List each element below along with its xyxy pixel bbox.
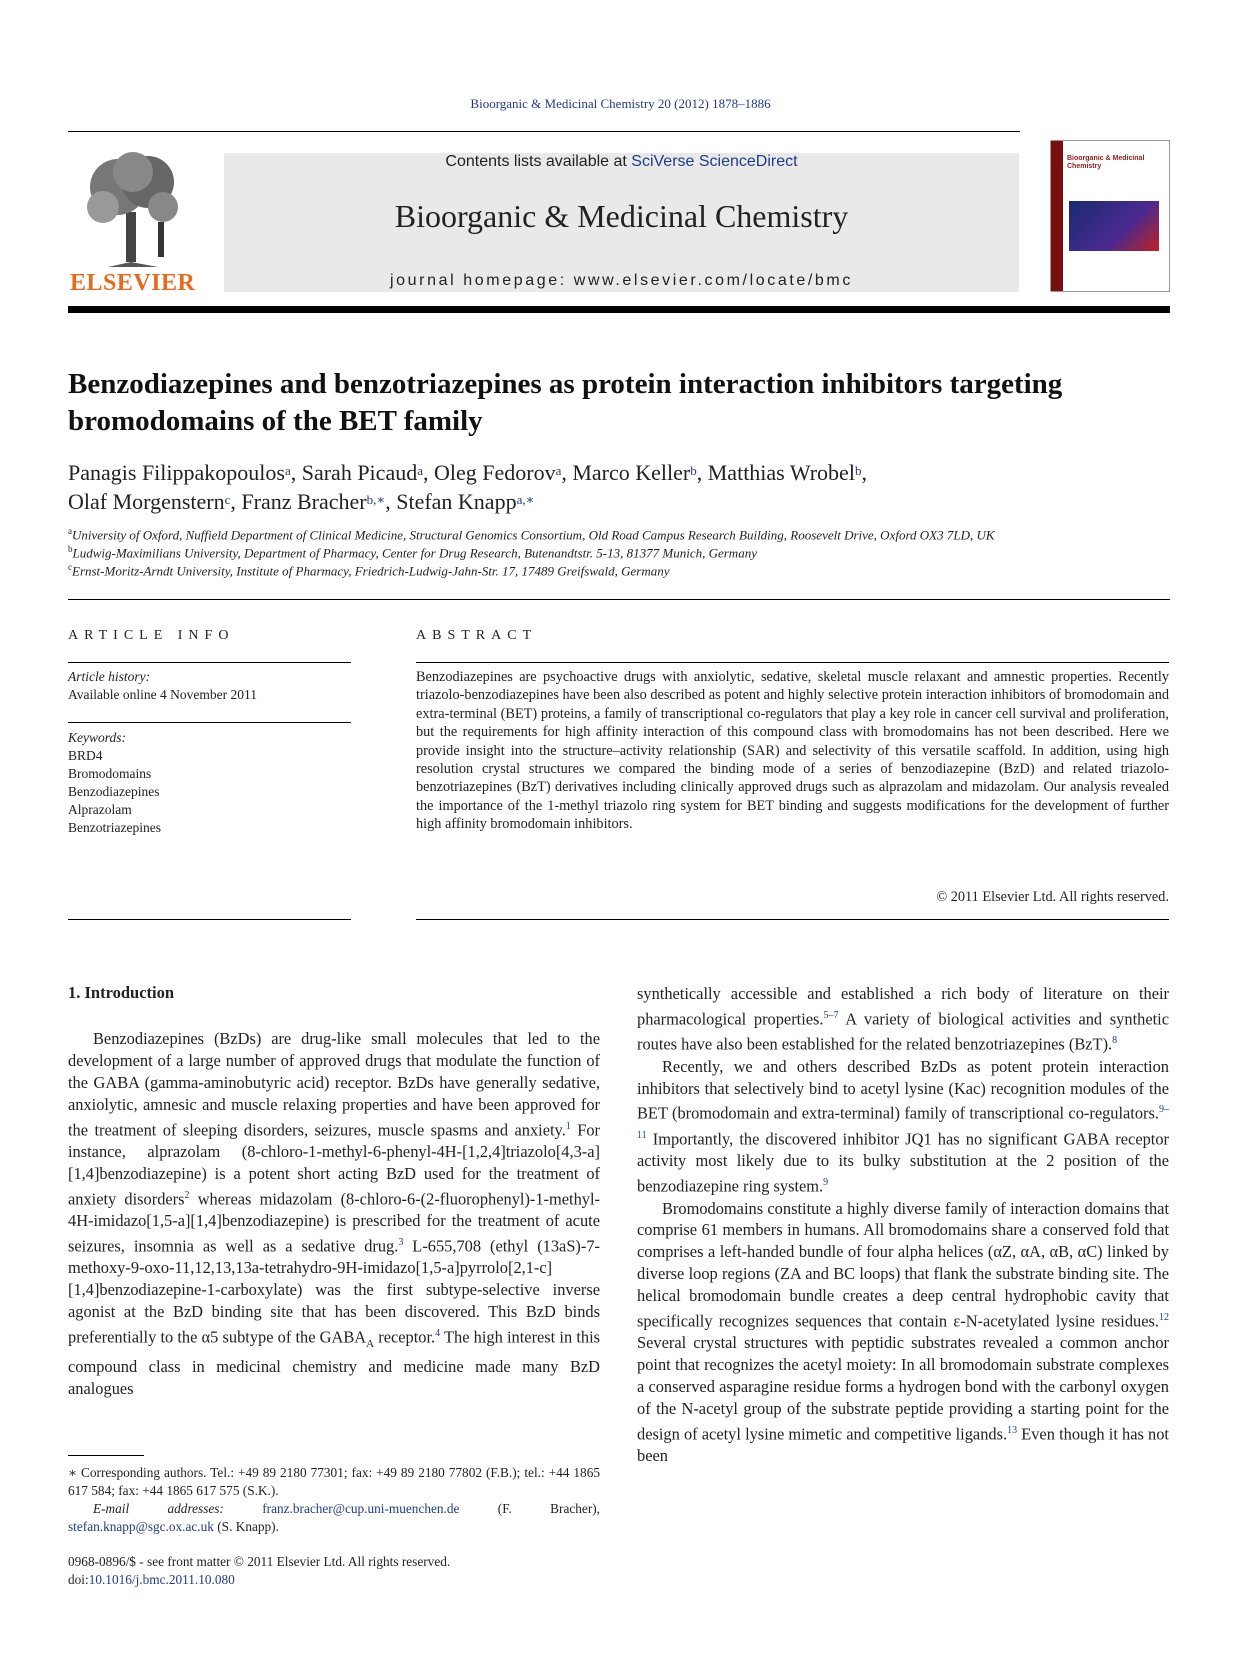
keywords-label: Keywords: <box>68 730 126 745</box>
citation-ref[interactable]: 3 <box>398 1237 404 1249</box>
citation-ref[interactable]: 9–11 <box>637 1104 1169 1141</box>
citation-ref[interactable]: 12 <box>1159 1312 1169 1324</box>
email-link-bracher[interactable]: franz.bracher@cup.uni-muenchen.de <box>262 1501 460 1516</box>
abstract-copyright: © 2011 Elsevier Ltd. All rights reserved. <box>936 889 1169 905</box>
history-label: Article history: <box>68 669 151 684</box>
doi-line: doi:10.1016/j.bmc.2011.10.080 <box>68 1572 235 1587</box>
affiliation-b: $^b$Ludwig-Maximilians University, Department of Pharmacy, Center for Drug Research, Butenandtstr. 5-13, 81377 Munich, Germany <box>68 544 757 561</box>
section-heading-introduction: 1. Introduction <box>68 983 175 1002</box>
elsevier-wordmark: ELSEVIER <box>70 270 196 296</box>
info-rule-bottom <box>68 919 351 920</box>
citation-ref[interactable]: 8 <box>1112 1035 1118 1047</box>
keyword: Benzotriazepines <box>68 820 161 835</box>
contents-line <box>224 153 1019 171</box>
abstract-rule-top <box>416 662 1169 663</box>
keyword: Benzodiazepines <box>68 784 160 799</box>
journal-name: Bioorganic & Medicinal Chemistry <box>394 198 849 234</box>
article-info-heading: ARTICLE INFO <box>68 628 235 643</box>
author-2[interactable]: Sarah Picaud$^a$, <box>301 460 434 485</box>
affiliation-c: $^c$Ernst-Moritz-Arndt University, Institute of Pharmacy, Friedrich-Ludwig-Jahn-Str. 17, 17489 Greifswald, Germany <box>68 562 670 579</box>
article-history <box>68 668 348 704</box>
affiliation-rule <box>68 599 1170 600</box>
journal-homepage-link[interactable]: journal homepage: www.elsevier.com/locate/bmc <box>390 272 853 289</box>
body-column-right <box>637 983 1169 1467</box>
citation-ref[interactable]: 5–7 <box>823 1009 839 1021</box>
paragraph: Benzodiazepines (BzDs) are drug-like small molecules that led to the development of a large number of approved drugs that modulate the function of the GABA (gamma-aminobutyric acid) receptor. BzDs have generally sedative, anxiolytic, amnesic and muscle relaxing properties and have been approved for the treatment of sleeping disorders, seizures, muscle spasms and anxiety.$^1$ For instance, alprazolam (8-chloro-1-methyl-6-phenyl-4H-[1,2,4]triazolo[4,3-a][1,4]benzodiazepine) is a potent short acting BzD used for the treatment of anxiety disorders$^2$ whereas midazolam (8-chloro-6-(2-fluorophenyl)-1-methyl-4H-imidazo[1,5-a][1,4]benzodiazepine) is prescribed for the treatment of acute seizures, insomnia as well as a sedative drug.$^3$ L-655,708 (ethyl (13aS)-7-methoxy-9-oxo-11,12,13,13a-tetrahydro-9H-imidazo[1,5-a]pyrrolo[2,1-c][1,4]benzodiazepine-1-carboxylate) was the first subtype-selective inverse agonist at the BzD binding site that has been discovered. This BzD binds preferentially to the α5 subtype of the $GABA_A$ receptor.$^4$ The high interest in this compound class in medicinal chemistry and medicine made many BzD analogues <box>68 1029 601 1398</box>
citation-ref[interactable]: 4 <box>435 1328 441 1340</box>
journal-citation[interactable]: Bioorganic & Medicinal Chemistry 20 (2012) 1878–1886 <box>470 96 771 111</box>
info-rule-top <box>68 662 351 663</box>
author-8[interactable]: Stefan Knapp$^{a,∗}$ <box>396 489 535 514</box>
keyword: Bromodomains <box>68 766 152 781</box>
abstract-heading: ABSTRACT <box>416 628 538 643</box>
cover-image <box>1069 201 1159 251</box>
abstract-rule-bottom <box>416 919 1169 920</box>
body-column-left <box>68 1028 600 1400</box>
author-5[interactable]: Matthias Wrobel$^b$, <box>707 460 867 485</box>
keyword: BRD4 <box>68 748 103 763</box>
header-thick-rule <box>68 306 1170 313</box>
paragraph: Recently, we and others described BzDs as potent protein interaction inhibitors that selectively bind to acetyl lysine (Kac) recognition modules of the BET (bromodomain and extra-terminal) family of transcriptional co-regulators.$^{9-11}$ Importantly, the discovered inhibitor JQ1 has no significant GABA receptor activity most likely due to its bulky substitution at the 2 position of the benzodiazepine ring system.$^9$ <box>637 1056 1169 1196</box>
author-1[interactable]: Panagis Filippakopoulos$^a$, <box>68 460 302 485</box>
journal-cover-thumbnail[interactable] <box>1050 140 1170 292</box>
author-3[interactable]: Oleg Fedorov$^a$, <box>433 460 573 485</box>
subscript: A <box>366 1337 375 1350</box>
citation-ref[interactable]: 1 <box>565 1120 571 1132</box>
author-6[interactable]: Olaf Morgenstern$^c$, <box>68 489 242 514</box>
paragraph: Bromodomains constitute a highly diverse family of interaction domains that comprise 61 members in humans. All bromodomains share a conserved fold that comprises a left-handed bundle of four alpha helices (αZ, αA, αB, αC) linked by diverse loop regions (ZA and BC loops) that flank the substrate binding site. The helical bromodomain bundle creates a deep central hydrophobic cavity that specifically recognizes sequences that contain ε-N-acetylated lysine residues.$^{12}$ Several crystal structures with peptidic substrates revealed a common anchor point that recognizes the acetyl moiety: In all bromodomain substrate complexes a conserved asparagine residue forms a hydrogen bond with the carbonyl oxygen of the N-acetyl group of the substrate peptide providing a starting point for the design of acetyl lysine mimetic and competitive ligands.$^{13}$ Even though it has not been <box>637 1198 1169 1466</box>
paragraph: synthetically accessible and established a rich body of literature on their pharmacological properties.$^{5-7}$ A variety of biological activities and synthetic routes have also been established for the related benzotriazepines (BzT).$^8$ <box>637 984 1169 1054</box>
front-matter <box>68 1553 600 1589</box>
issn-line: 0968-0896/$ - see front matter © 2011 Elsevier Ltd. All rights reserved. <box>68 1554 451 1569</box>
footnote-rule <box>68 1455 144 1456</box>
citation-ref[interactable]: 9 <box>823 1177 829 1189</box>
email-addresses: E-mail addresses: franz.bracher@cup.uni-muenchen.de (F. Bracher), stefan.knapp@sgc.ox.ac.uk (S. Knapp). <box>68 1501 600 1534</box>
citation-ref[interactable]: 13 <box>1007 1425 1018 1437</box>
sciencedirect-link[interactable]: SciVerse ScienceDirect <box>631 153 798 170</box>
keywords-block <box>68 729 348 837</box>
citation-ref[interactable]: 2 <box>184 1189 190 1201</box>
email-link-knapp[interactable]: stefan.knapp@sgc.ox.ac.uk <box>68 1519 214 1534</box>
corresponding-footnote <box>68 1464 600 1536</box>
elsevier-tree-icon <box>68 152 198 270</box>
header-top-rule <box>68 131 1020 132</box>
elsevier-logo[interactable] <box>68 152 198 296</box>
author-list <box>68 458 1168 516</box>
contents-prefix: Contents lists available at <box>445 153 632 170</box>
affiliation-a: $^a$University of Oxford, Nuffield Department of Clinical Medicine, Structural Genomics Consortium, Old Road Campus Research Building, Roosevelt Drive, Oxford OX3 7LD, UK <box>68 526 995 543</box>
doi-link[interactable]: 10.1016/j.bmc.2011.10.080 <box>88 1572 235 1587</box>
keyword: Alprazolam <box>68 802 132 817</box>
corresponding-authors: ∗ Corresponding authors. Tel.: +49 89 2180 77301; fax: +49 89 2180 77802 (F.B.); tel.: +44 1865 617 584; fax: +44 1865 617 575 (S.K.). <box>68 1465 600 1498</box>
author-7[interactable]: Franz Bracher$^{b,∗}$, <box>241 489 397 514</box>
cover-title: Bioorganic & Medicinal Chemistry <box>1067 155 1145 170</box>
author-4[interactable]: Marco Keller$^b$, <box>572 460 708 485</box>
cover-spine <box>1051 141 1063 291</box>
abstract-text: Benzodiazepines are psychoactive drugs with anxiolytic, sedative, skeletal muscle relaxant and amnestic properties. Recently triazolo-benzodiazepines have been also described as potent and highly selective protein interaction inhibitors of bromodomain and extra-terminal (BET) proteins, a family of transcriptional co-regulators that play a key role in cancer cell survival and proliferation, but the requirements for high affinity interaction of this compound class with bromodomains has not been described. Here we provide insight into the structure–activity relationship (SAR) and selectivity of this versatile scaffold. In addition, using high resolution crystal structures we compared the binding mode of a series of benzodiazepine (BzD) and related triazolo-benzotriazepines (BzT) derivatives including clinically approved drugs such as alprazolam and midazolam. Our analysis revealed the importance of the 1-methyl triazolo ring system for BET binding and suggests modifications for the development of further high affinity bromodomain inhibitors. <box>416 669 1169 833</box>
article-title: Benzodiazepines and benzotriazepines as protein interaction inhibitors targeting bromodomains of the BET family <box>68 368 1063 437</box>
info-rule-mid <box>68 722 351 723</box>
history-value: Available online 4 November 2011 <box>68 687 257 702</box>
